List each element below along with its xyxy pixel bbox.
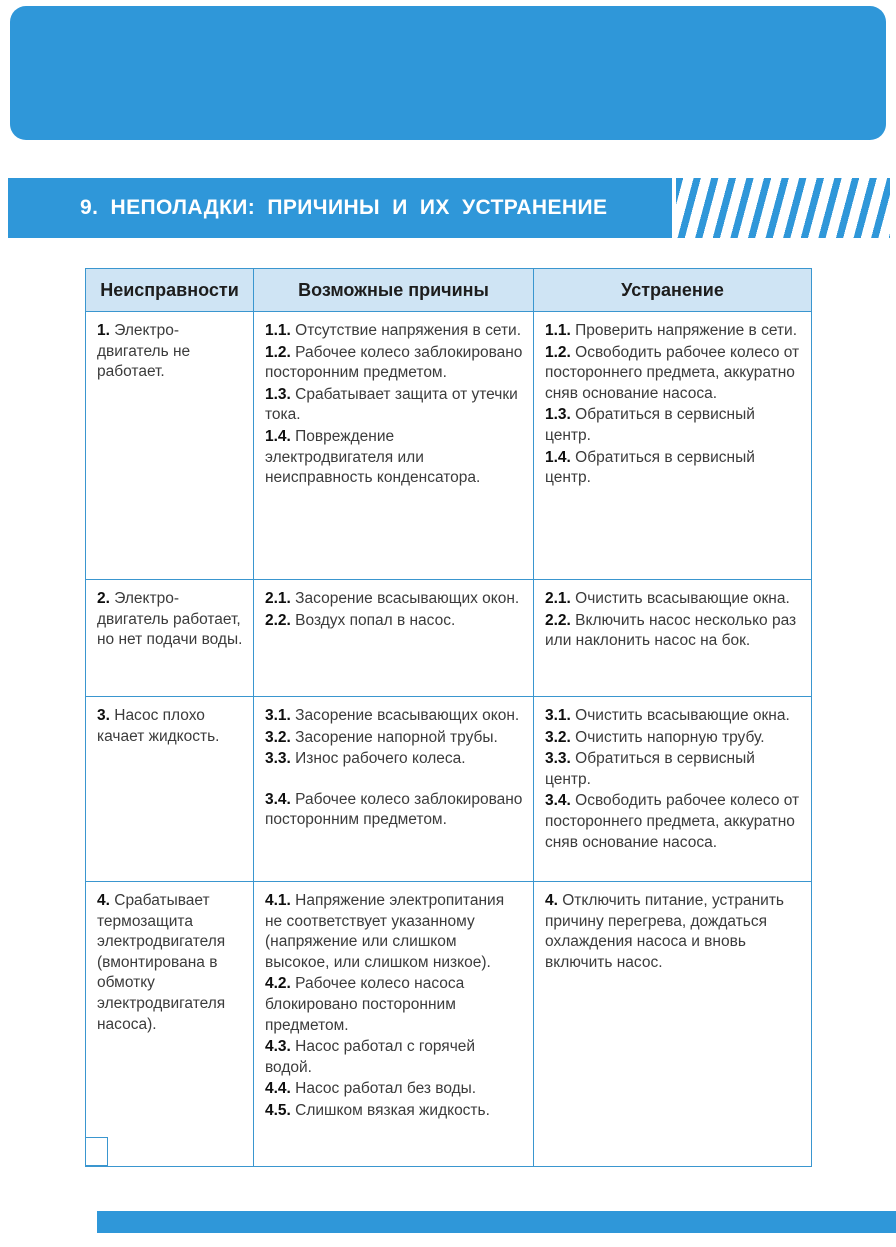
- cell-item: [545, 891, 801, 973]
- item-text: Обратиться в сервисный центр.: [545, 406, 755, 445]
- table-row: [86, 882, 812, 1167]
- cell-item: [545, 589, 801, 610]
- section-title: 9. НЕПОЛАДКИ: ПРИЧИНЫ И ИХ УСТРАНЕНИЕ: [80, 196, 608, 219]
- item-text: Освободить рабочее колесо от постороннего предмета, аккуратно сняв основание насоса.: [545, 343, 800, 402]
- cell-item: [265, 1037, 523, 1078]
- item-text: Включить насос несколько раз или наклонить насос на бок.: [545, 611, 797, 650]
- cell-fault: [86, 882, 254, 1167]
- cell-item: [545, 405, 801, 446]
- item-number: 2.2.: [545, 611, 571, 629]
- footer-bar: [97, 1211, 896, 1233]
- cell-item: [97, 706, 243, 747]
- cell-item: [265, 427, 523, 489]
- item-number: 3.3.: [545, 750, 571, 768]
- cell-item: [545, 448, 801, 489]
- table-row: [86, 580, 812, 697]
- item-number: 4.1.: [265, 892, 291, 909]
- cell-remedies: [534, 312, 812, 580]
- table-header-row: [86, 269, 812, 312]
- item-text: Очистить всасывающие окна.: [570, 590, 790, 607]
- cell-item: [545, 343, 801, 405]
- cell-remedies: [534, 580, 812, 697]
- cell-item: [545, 749, 801, 790]
- column-header-causes: Возможные причины: [254, 269, 534, 312]
- item-text: Засорение всасывающих окон.: [290, 707, 520, 724]
- item-number: 4.: [545, 892, 558, 909]
- item-text: Проверить напряжение в сети.: [570, 322, 797, 339]
- item-text: Электро-двигатель не работает.: [97, 322, 191, 381]
- diagonal-stripes-decoration: [676, 178, 890, 238]
- item-number: 4.2.: [265, 975, 291, 993]
- item-text: Напряжение электропитания не соответствует указанному (напряжение или слишком высокое, или слишком низкое).: [265, 892, 505, 971]
- cell-remedies: [534, 882, 812, 1167]
- cell-causes: [254, 882, 534, 1167]
- cell-item: [265, 749, 523, 770]
- item-number: 2.1.: [265, 590, 291, 607]
- cell-item: [545, 728, 801, 749]
- item-number: 2.: [97, 590, 110, 607]
- item-number: 1.3.: [545, 406, 571, 424]
- item-text: Срабатывает термозащита электродвигателя (вмонтирована в обмотку электродвигателя насоса).: [97, 892, 226, 1033]
- cell-item: [265, 385, 523, 426]
- item-number: 3.: [97, 707, 110, 724]
- cell-item: [265, 790, 523, 831]
- column-header-faults: Неисправности: [86, 269, 254, 312]
- column-header-remedies: Устранение: [534, 269, 812, 312]
- item-text: Очистить всасывающие окна.: [570, 707, 790, 724]
- item-text: Насос плохо качает жидкость.: [97, 707, 220, 745]
- cell-item: [265, 728, 523, 749]
- item-text: Засорение всасывающих окон.: [290, 590, 520, 607]
- cell-item: [265, 706, 523, 727]
- table-row: [86, 697, 812, 882]
- cell-item: [97, 891, 243, 1035]
- troubleshooting-table: [85, 268, 812, 1167]
- item-text: Насос работал без воды.: [290, 1080, 477, 1098]
- item-text: Электро-двигатель работает, но нет подачи воды.: [97, 590, 243, 649]
- section-header-background: [8, 178, 672, 238]
- cell-item: [265, 611, 523, 632]
- cell-item: [265, 1101, 523, 1122]
- cell-item: [265, 1079, 523, 1100]
- cell-item: [97, 589, 243, 651]
- item-text: Обратиться в сервисный центр.: [545, 750, 755, 788]
- cell-fault: [86, 580, 254, 697]
- item-number: 3.4.: [265, 790, 291, 808]
- item-number: 4.5.: [265, 1102, 291, 1120]
- item-text: Очистить напорную трубу.: [570, 728, 765, 746]
- item-number: 2.2.: [265, 611, 291, 629]
- section-header: [8, 178, 890, 238]
- corner-notch-decoration: [85, 1137, 108, 1166]
- item-number: 4.3.: [265, 1038, 291, 1056]
- cell-item: [545, 791, 801, 853]
- item-text: Засорение напорной трубы.: [290, 728, 498, 746]
- item-text: Рабочее колесо заблокировано посторонним предметом.: [265, 790, 523, 829]
- cell-item: [545, 706, 801, 727]
- item-number: 1.3.: [265, 385, 291, 403]
- cell-causes: [254, 697, 534, 882]
- item-text: Воздух попал в насос.: [290, 611, 456, 629]
- item-text: Отключить питание, устранить причину перегрева, дождаться охлаждения насоса и вновь включить насос.: [545, 892, 785, 971]
- item-number: 4.4.: [265, 1080, 291, 1098]
- item-number: 1.2.: [545, 343, 571, 361]
- item-text: Освободить рабочее колесо от постороннего предмета, аккуратно сняв основание насоса.: [545, 792, 800, 851]
- item-number: 3.1.: [545, 707, 571, 724]
- cell-item: [265, 343, 523, 384]
- cell-causes: [254, 312, 534, 580]
- cell-item: [265, 321, 523, 342]
- item-number: 3.1.: [265, 707, 291, 724]
- cell-item: [265, 974, 523, 1036]
- item-number: 1.1.: [545, 322, 571, 339]
- cell-item: [97, 321, 243, 383]
- cell-fault: [86, 312, 254, 580]
- item-text: Отсутствие напряжения в сети.: [290, 322, 522, 339]
- item-number: 3.2.: [545, 728, 571, 746]
- item-number: 1.1.: [265, 322, 291, 339]
- item-text: Повреждение электродвигателя или неисправность конденсатора.: [265, 428, 481, 487]
- item-text: Срабатывает защита от утечки тока.: [265, 385, 518, 424]
- item-text: Обратиться в сервисный центр.: [545, 448, 755, 487]
- item-number: 1.4.: [545, 448, 571, 466]
- cell-item: [265, 891, 523, 973]
- cell-remedies: [534, 697, 812, 882]
- cell-causes: [254, 580, 534, 697]
- cell-fault: [86, 697, 254, 882]
- item-number: 2.1.: [545, 590, 571, 607]
- table-row: [86, 312, 812, 580]
- item-number: 1.: [97, 322, 110, 339]
- cell-item: [545, 611, 801, 652]
- cell-item: [545, 321, 801, 342]
- cell-item: [265, 589, 523, 610]
- item-number: 3.3.: [265, 750, 291, 768]
- item-text: Рабочее колесо заблокировано посторонним предметом.: [265, 343, 523, 382]
- item-number: 1.4.: [265, 428, 291, 446]
- item-text: Рабочее колесо насоса блокировано посторонним предметом.: [265, 975, 465, 1034]
- header-banner-block: [10, 6, 886, 140]
- item-number: 1.2.: [265, 343, 291, 361]
- item-text: Насос работал с горячей водой.: [265, 1038, 476, 1076]
- item-number: 3.4.: [545, 792, 571, 810]
- item-number: 3.2.: [265, 728, 291, 746]
- item-number: 4.: [97, 892, 110, 909]
- item-text: Износ рабочего колеса.: [290, 750, 466, 768]
- item-text: Слишком вязкая жидкость.: [290, 1102, 490, 1120]
